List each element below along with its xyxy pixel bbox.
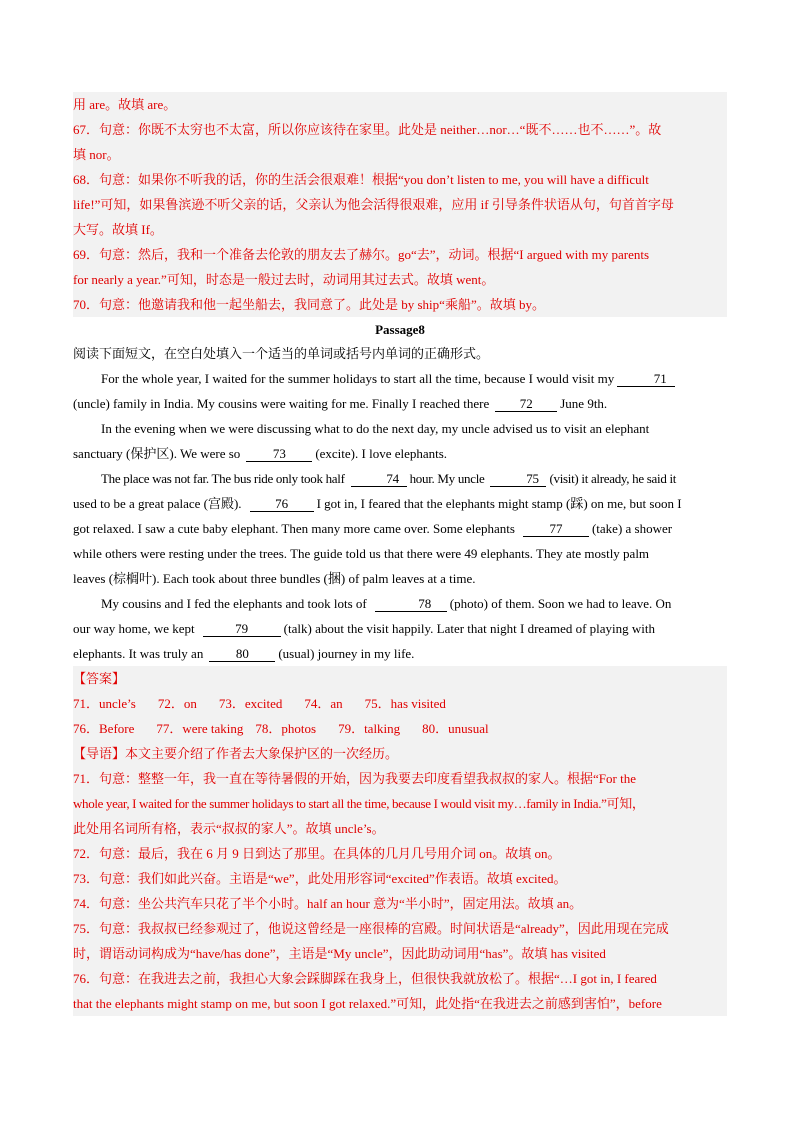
- instruction: 阅读下面短文，在空白处填入一个适当的单词或括号内单词的正确形式。: [73, 346, 490, 361]
- answer-item: 77．were taking: [156, 721, 244, 736]
- analysis-line: for nearly a year.”可知，时态是一般过去时，动词用其过去式。故填 went。: [73, 272, 495, 287]
- analysis-line: 大写。故填 If。: [73, 222, 163, 237]
- explanation-line: 74．句意：坐公共汽车只花了半个小时。half an hour 意为“半小时”，固定用法。故填 an。: [73, 896, 583, 911]
- blank-73: 73: [246, 446, 312, 462]
- analysis-line: 填 nor。: [73, 147, 120, 162]
- blank-76: 76: [250, 496, 314, 512]
- analysis-line: 67．句意：你既不太穷也不太富，所以你应该待在家里。此处是 neither…nor…“既不……也不……”。故: [73, 122, 662, 137]
- passage-title: Passage8: [375, 322, 425, 337]
- explanation-line: 75．句意：我叔叔已经参观过了，他说这曾经是一座很棒的宫殿。时间状语是“already”，因此用现在完成: [73, 921, 669, 936]
- analysis-line: 69．句意：然后，我和一个准备去伦敦的朋友去了赫尔。go“去”，动词。根据“I argued with my parents: [73, 247, 650, 262]
- passage-line: got relaxed. I saw a cute baby elephant. Then many more came over. Some elephants 77 (take) a shower: [73, 521, 673, 536]
- blank-77: 77: [523, 521, 589, 537]
- analysis-line: 用 are。故填 are。: [73, 97, 177, 112]
- passage-line: elephants. It was truly an 80 (usual) journey in my life.: [73, 646, 415, 661]
- blank-74: 74: [351, 471, 407, 487]
- answer-item: 72．on: [157, 696, 197, 711]
- answer-item: 73．excited: [218, 696, 283, 711]
- passage-text: [73, 366, 727, 666]
- blank-72: 72: [495, 396, 557, 412]
- analysis-line: 70．句意：他邀请我和他一起坐船去，我同意了。此处是 by ship“乘船”。故填 by。: [73, 297, 545, 312]
- blank-80: 80: [209, 646, 275, 662]
- analysis-line: 68．句意：如果你不听我的话，你的生活会很艰难！根据“you don’t listen to me, you will have a difficult: [73, 172, 649, 187]
- explanation-line: 71．句意：整整一年，我一直在等待暑假的开始，因为我要去印度看望我叔叔的家人。根据“For the: [73, 771, 636, 786]
- blank-79: 79: [203, 621, 281, 637]
- answer-block: [73, 666, 727, 1016]
- page-content: [73, 92, 727, 1016]
- answer-item: 74．an: [304, 696, 343, 711]
- passage-line: The place was not far. The bus ride only took half 74 hour. My uncle 75 (visit) it already, he said it: [101, 471, 677, 486]
- passage-line: My cousins and I fed the elephants and took lots of 78 (photo) of them. Soon we had to leave. On: [101, 596, 672, 611]
- answer-item: 76．Before: [73, 721, 135, 736]
- passage-line: our way home, we kept 79 (talk) about the visit happily. Later that night I dreamed of playing with: [73, 621, 656, 636]
- passage-line: leaves (棕榈叶). Each took about three bundles (捆) of palm leaves at a time.: [73, 571, 476, 586]
- blank-78: 78: [375, 596, 447, 612]
- answer-item: 80．unusual: [422, 721, 489, 736]
- answer-row: [73, 691, 727, 716]
- answer-item: 78．photos: [255, 721, 317, 736]
- blank-71: 71: [617, 371, 675, 387]
- passage-line: while others were resting under the trees. The guide told us that there were 49 elephants. They ate mostly palm: [73, 546, 650, 561]
- answer-heading: 【答案】: [73, 671, 126, 686]
- explanation-line: 时，谓语动词构成为“have/has done”，主语是“My uncle”，因此助动词用“has”。故填 has visited: [73, 946, 606, 961]
- passage-line: In the evening when we were discussing what to do the next day, my uncle advised us to visit an elephant: [101, 421, 650, 436]
- explanation-line: whole year, I waited for the summer holidays to start all the time, because I would visit my…family in India.”可知，: [73, 796, 645, 811]
- explanation-line: 76．句意：在我进去之前，我担心大象会踩脚踩在我身上，但很快我就放松了。根据“…I got in, I feared: [73, 971, 657, 986]
- analysis-line: life!”可知，如果鲁滨逊不听父亲的话，父亲认为他会活得很艰难，应用 if 引导条件状语从句，句首首字母: [73, 197, 674, 212]
- blank-75: 75: [490, 471, 546, 487]
- answer-item: 75．has visited: [364, 696, 446, 711]
- guide-text: 【导语】本文主要介绍了作者去大象保护区的一次经历。: [73, 746, 399, 761]
- explanation-line: that the elephants might stamp on me, but soon I got relaxed.”可知，此处指“在我进去之前感到害怕”，before: [73, 996, 662, 1011]
- answer-row: [73, 716, 727, 741]
- explanation-line: 72．句意：最后，我在 6 月 9 日到达了那里。在具体的几月几号用介词 on。故填 on。: [73, 846, 561, 861]
- passage-line: sanctuary (保护区). We were so 73 (excite). I love elephants.: [73, 446, 448, 461]
- previous-analysis-block: [73, 92, 727, 317]
- explanation-line: 73．句意：我们如此兴奋。主语是“we”，此处用形容词“excited”作表语。故填 excited。: [73, 871, 567, 886]
- passage-line: For the whole year, I waited for the summer holidays to start all the time, because I would visit my 71: [73, 366, 727, 391]
- answer-item: 71．uncle’s: [73, 696, 136, 711]
- explanation-line: 此处用名词所有格，表示“叔叔的家人”。故填 uncle’s。: [73, 821, 385, 836]
- answer-item: 79．talking: [338, 721, 401, 736]
- passage-line: (uncle) family in India. My cousins were waiting for me. Finally I reached there 72 June 9th.: [73, 396, 608, 411]
- passage-line: used to be a great palace (宫殿). 76 I got in, I feared that the elephants might stamp (踩) on me, but soon I: [73, 496, 682, 511]
